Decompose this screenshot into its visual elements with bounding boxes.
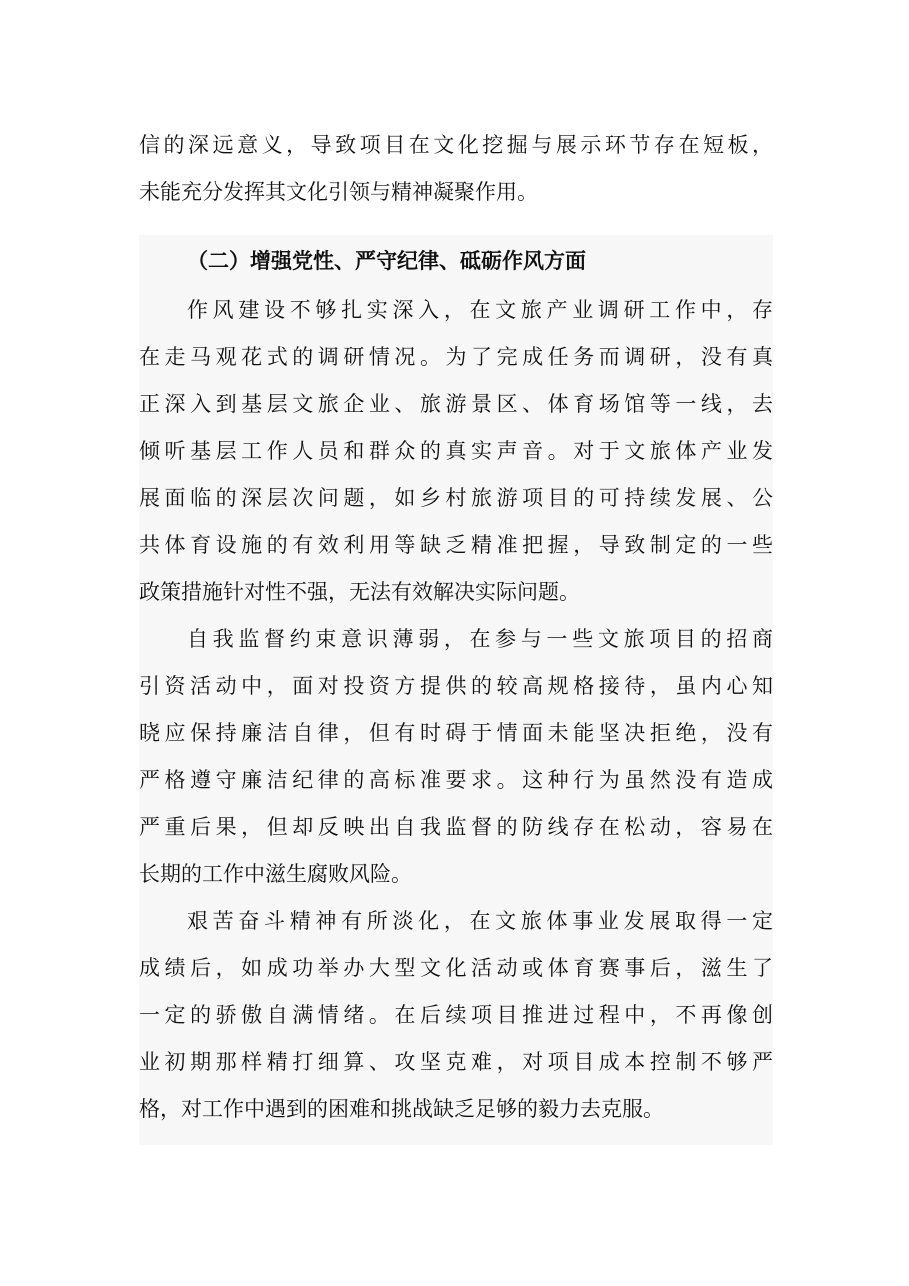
text-line: 在走马观花式的调研情况。为了完成任务而调研，没有真 [139, 345, 773, 369]
text-line: 展面临的深层次问题，如乡村旅游项目的可持续发展、公 [139, 486, 773, 510]
text-line: 严重后果，但却反映出自我监督的防线存在松动，容易在 [139, 815, 773, 839]
paragraph-self-supervision [139, 616, 773, 898]
text-line: 共体育设施的有效利用等缺乏精准把握，导致制定的一些 [139, 533, 773, 557]
text-line: 信的深远意义，导致项目在文化挖掘与展示环节存在短板， [139, 133, 773, 157]
section-heading: （二）增强党性、严守纪律、砥砺作风方面 [187, 249, 586, 273]
text-line: 严格遵守廉洁纪律的高标准要求。这种行为虽然没有造成 [139, 768, 773, 792]
intro-paragraph [139, 122, 773, 216]
text-line: 倾听基层工作人员和群众的真实声音。对于文旅体产业发 [139, 439, 773, 463]
text-line: 业初期那样精打细算、攻坚克难，对项目成本控制不够严 [139, 1050, 773, 1074]
text-line: 一定的骄傲自满情绪。在后续项目推进过程中，不再像创 [139, 1003, 773, 1027]
text-line: 作风建设不够扎实深入，在文旅产业调研工作中，存 [187, 298, 773, 322]
text-line: 格，对工作中遇到的困难和挑战缺乏足够的毅力去克服。 [139, 1097, 664, 1121]
text-line: 引资活动中，面对投资方提供的较高规格接待，虽内心知 [139, 674, 773, 698]
paragraph-work-style [139, 287, 773, 616]
paragraph-hard-work-spirit [139, 898, 773, 1133]
text-line: 自我监督约束意识薄弱，在参与一些文旅项目的招商 [187, 627, 773, 651]
text-line: 长期的工作中滋生腐败风险。 [139, 862, 412, 886]
section-block [139, 235, 773, 1145]
text-line: 政策措施针对性不强，无法有效解决实际问题。 [139, 580, 580, 604]
text-line: 未能充分发挥其文化引领与精神凝聚作用。 [139, 180, 538, 204]
text-line: 正深入到基层文旅企业、旅游景区、体育场馆等一线，去 [139, 392, 773, 416]
text-line: 艰苦奋斗精神有所淡化，在文旅体事业发展取得一定 [187, 909, 773, 933]
text-line: 晓应保持廉洁自律，但有时碍于情面未能坚决拒绝，没有 [139, 721, 773, 745]
text-line: 成绩后，如成功举办大型文化活动或体育赛事后，滋生了 [139, 956, 773, 980]
